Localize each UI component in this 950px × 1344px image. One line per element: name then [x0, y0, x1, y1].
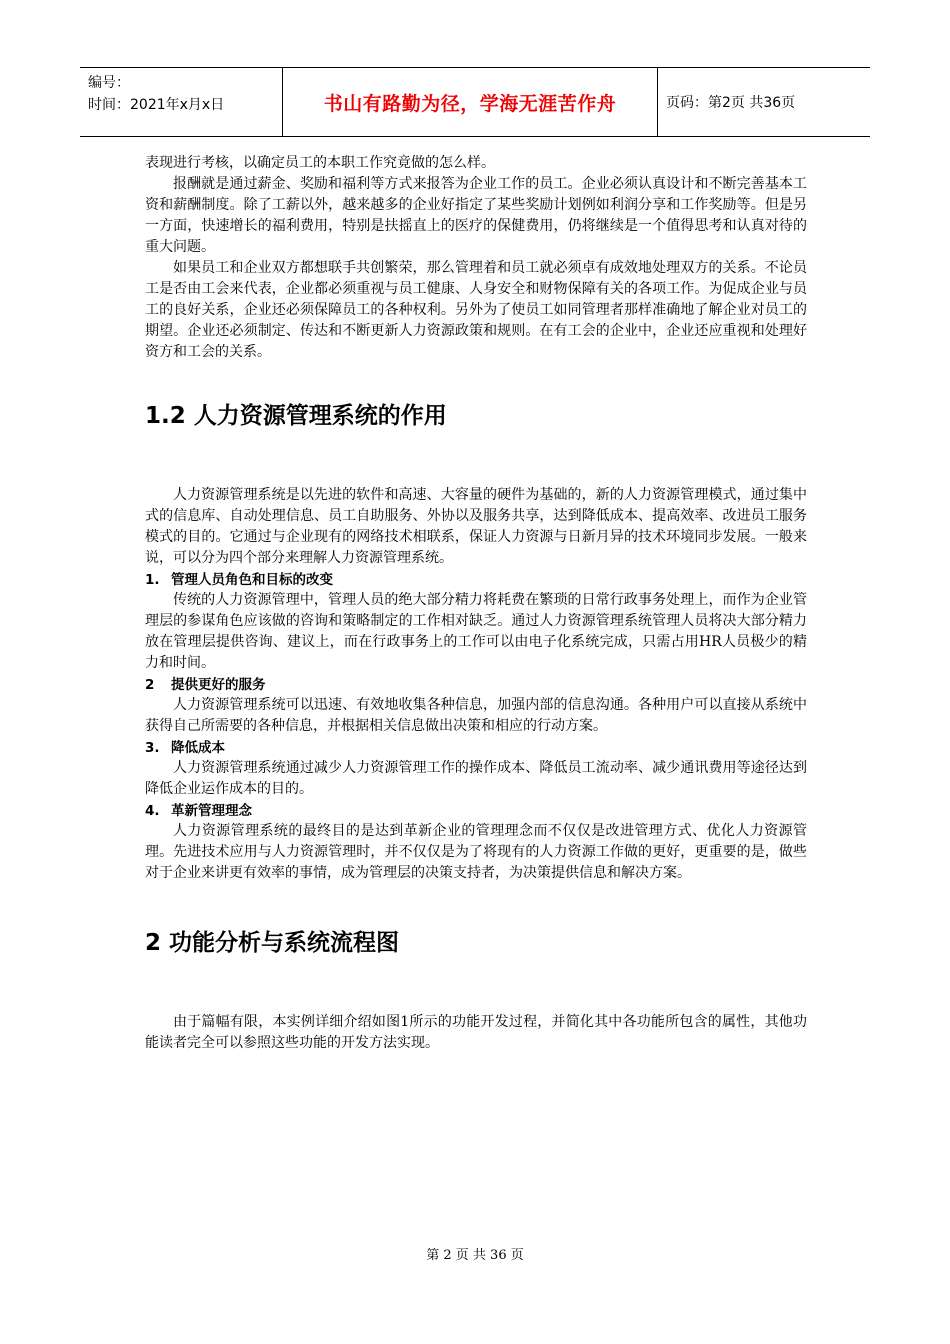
- paragraph: 传统的人力资源管理中，管理人员的绝大部分精力将耗费在繁琐的日常行政事务处理上，而作为企业管理层的参谋角色应该做的咨询和策略制定的工作相对缺乏。通过人力资源管理系统管理人员将决大部分精力放在管理层提供咨询、建议上，而在行政事务上的工作可以由电子化系统完成，只需占用HR人员极少的精力和时间。: [145, 592, 807, 671]
- subsection-heading: [145, 802, 807, 821]
- paragraph: 人力资源管理系统通过减少人力资源管理工作的操作成本、降低员工流动率、减少通讯费用等途径达到降低企业运作成本的目的。: [145, 760, 807, 797]
- subsection-title: 革新管理理念: [171, 803, 252, 819]
- document-body: [145, 153, 807, 1054]
- subsection-heading: [145, 676, 807, 695]
- page-header: [80, 67, 870, 137]
- paragraph: 人力资源管理系统可以迅速、有效地收集各种信息，加强内部的信息沟通。各种用户可以直接从系统中获得自己所需要的各种信息，并根据相关信息做出决策和相应的行动方案。: [145, 697, 807, 734]
- paragraph: 如果员工和企业双方都想联手共创繁荣，那么管理着和员工就必须卓有成效地处理双方的关系。不论员工是否由工会来代表，企业都必须重视与员工健康、人身安全和财物保障有关的各项工作。为促成企业与员工的良好关系，企业还必须保障员工的各种权利。另外为了使员工如同管理者那样准确地了解企业对员工的期望。企业还必须制定、传达和不断更新人力资源政策和规则。在有工会的企业中，企业还应重视和处理好资方和工会的关系。: [145, 260, 807, 360]
- subsection-title: 管理人员角色和目标的改变: [171, 572, 333, 588]
- subsection-number: 3.: [145, 740, 160, 756]
- section-heading-2: 2 功能分析与系统流程图: [145, 930, 400, 956]
- subsection-number: 2: [145, 677, 155, 693]
- subsection-heading: [145, 739, 807, 758]
- subsection-number: 4.: [145, 803, 160, 819]
- subsection-title: 提供更好的服务: [171, 677, 266, 693]
- page-footer: 第 2 页 共 36 页: [426, 1248, 524, 1263]
- paragraph: 人力资源管理系统的最终目的是达到革新企业的管理理念而不仅仅是改进管理方式、优化人力资源管理。先进技术应用与人力资源管理时，并不仅仅是为了将现有的人力资源工作做的更好，更重要的是，做些对于企业来讲更有效率的事情，成为管理层的决策支持者，为决策提供信息和解决方案。: [145, 823, 807, 881]
- paragraph: 表现进行考核，以确定员工的本职工作究竟做的怎么样。: [145, 155, 495, 171]
- subsection-heading: [145, 571, 807, 590]
- paragraph: 由于篇幅有限，本实例详细介绍如图1所示的功能开发过程，并简化其中各功能所包含的属性，其他功能读者完全可以参照这些功能的开发方法实现。: [145, 1014, 807, 1051]
- header-page-info: 页码：第2页 共36页: [666, 95, 796, 111]
- paragraph: 报酬就是通过薪金、奖励和福利等方式来报答为企业工作的员工。企业必须认真设计和不断完善基本工资和薪酬制度。除了工薪以外，越来越多的企业好指定了某些奖励计划例如利润分享和工作奖励等。但是另一方面，快速增长的福利费用，特别是扶摇直上的医疗的保健费用，仍将继续是一个值得思考和认真对待的重大问题。: [145, 176, 807, 255]
- document-date: 时间：2021年x月x日: [88, 97, 225, 113]
- document-number-label: 编号：: [88, 75, 130, 91]
- header-meta: [80, 68, 283, 136]
- subsection-title: 降低成本: [171, 740, 225, 756]
- header-motto: 书山有路勤为径，学海无涯苦作舟: [283, 68, 658, 136]
- section-intro: 人力资源管理系统是以先进的软件和高速、大容量的硬件为基础的，新的人力资源管理模式，通过集中式的信息库、自动处理信息、员工自助服务、外协以及服务共享，达到降低成本、提高效率、改进员工服务模式的目的。它通过与企业现有的网络技术相联系，保证人力资源与日新月异的技术环境同步发展。一般来说，可以分为四个部分来理解人力资源管理系统。: [145, 487, 807, 566]
- section-heading-1-2: 1.2 人力资源管理系统的作用: [145, 403, 447, 429]
- subsection-number: 1.: [145, 572, 160, 588]
